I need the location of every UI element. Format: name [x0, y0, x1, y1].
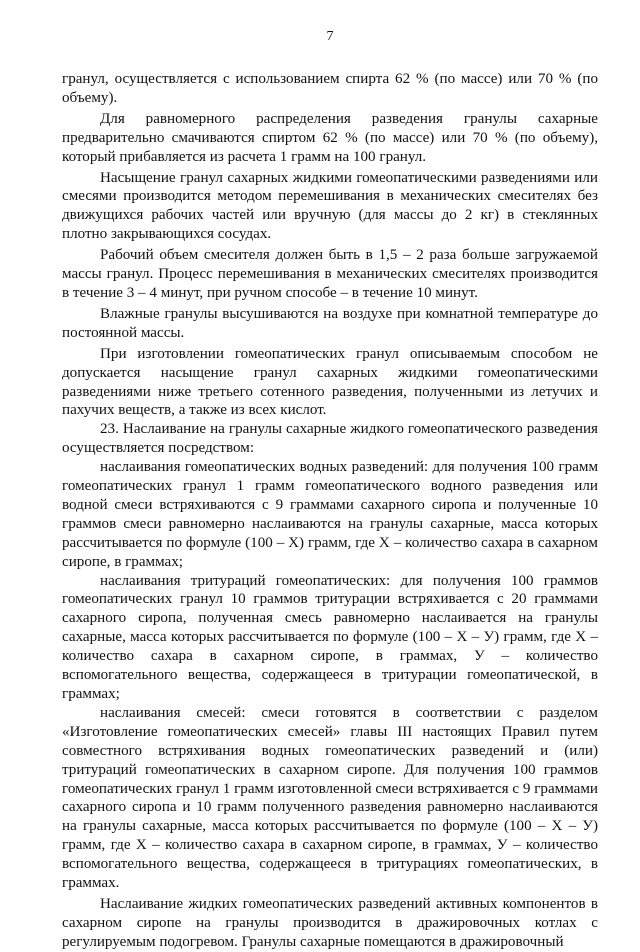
paragraph-water-dilutions: наслаивания гомеопатических водных разведений: для получения 100 грамм гомеопатических гранул 1 грамм гомеопатического водного разведения или водной смеси встряхиваются с 9 граммами сахарного сиропа и полученные 10 граммов смеси равномерно наслаиваются на гранулы сахарные, масса которых рассчитывается по формуле (100 – Х) грамм, где Х – количество сахара в сахарном сиропе, в граммах; — [62, 459, 598, 570]
paragraph-mixtures: наслаивания смесей: смеси готовятся в соответствии с разделом «Изготовление гомеопатических смесей» главы III настоящих Правил путем совместного встряхивания водных гомеопатических разведений и (или) тритураций гомеопатических в сахарном сиропе. Для получения 100 граммов гомеопатических гранул 1 грамм изготовленной смеси встряхивается с 9 граммами сахарного сиропа и 10 грамм полученного разведения равномерно наслаиваются на гранулы сахарные, масса которых рассчитывается по формуле (100 – Х – У) грамм, где Х – количество сахара в сахарном сиропе, в граммах, У – количество вспомогательного вещества, содержащееся в тритурациях гомеопатических, в граммах. — [62, 704, 598, 892]
paragraph-mixer-volume: Рабочий объем смесителя должен быть в 1,5 – 2 раза больше загружаемой массы гранул. Процесс перемешивания в механических смесителях производится в течение 3 – 4 минут, при ручном способе – в течение 10 минут. — [62, 247, 598, 301]
paragraph-section-23: 23. Наслаивание на гранулы сахарные жидкого гомеопатического разведения осуществляется посредством: — [62, 421, 598, 457]
paragraph-drying: Влажные гранулы высушиваются на воздухе при комнатной температуре до постоянной массы. — [62, 305, 598, 341]
paragraph-triturations: наслаивания тритураций гомеопатических: для получения 100 граммов гомеопатических гранул 10 граммов тритурации встряхивается с 20 граммами сахарного сиропа, полученная смесь равномерно наслаивается на гранулы сахарные, масса которых рассчитывается по формуле (100 – Х – У) грамм, где Х – количество сахара в сахарном сиропе, в граммах, У – количество вспомогательного вещества, содержащееся в тритурации гомеопатической, в граммах; — [62, 572, 598, 702]
paragraph-saturation: Насыщение гранул сахарных жидкими гомеопатическими разведениями или смесями производится методом перемешивания в механических смесителях без движущихся рабочих частей или вручную (для массы до 2 кг) в стеклянных плотно закрывающихся сосудах. — [62, 169, 598, 243]
paragraph-restriction: При изготовлении гомеопатических гранул описываемым способом не допускается насыщение гранул сахарных жидкими гомеопатическими разведениями ниже третьего сотенного разведения, полученными из летучих и пахучих веществ, а также из всех кислот. — [62, 345, 598, 419]
page-number: 7 — [326, 29, 334, 44]
paragraph-continuation: гранул, осуществляется с использованием спирта 62 % (по массе) или 70 % (по объему). — [62, 71, 598, 106]
paragraph-wetting: Для равномерного распределения разведения гранулы сахарные предварительно смачиваются спиртом 62 % (по массе) или 70 % (по объему), который прибавляется из расчета 1 грамм на 100 гранул. — [62, 110, 598, 165]
paragraph-coating-pans: Наслаивание жидких гомеопатических разведений активных компонентов в сахарном сиропе на гранулы производится в дражировочных котлах с регулируемым подогревом. Гранулы сахарные помещаются в дражировочный — [62, 895, 598, 950]
document-body — [62, 70, 598, 952]
